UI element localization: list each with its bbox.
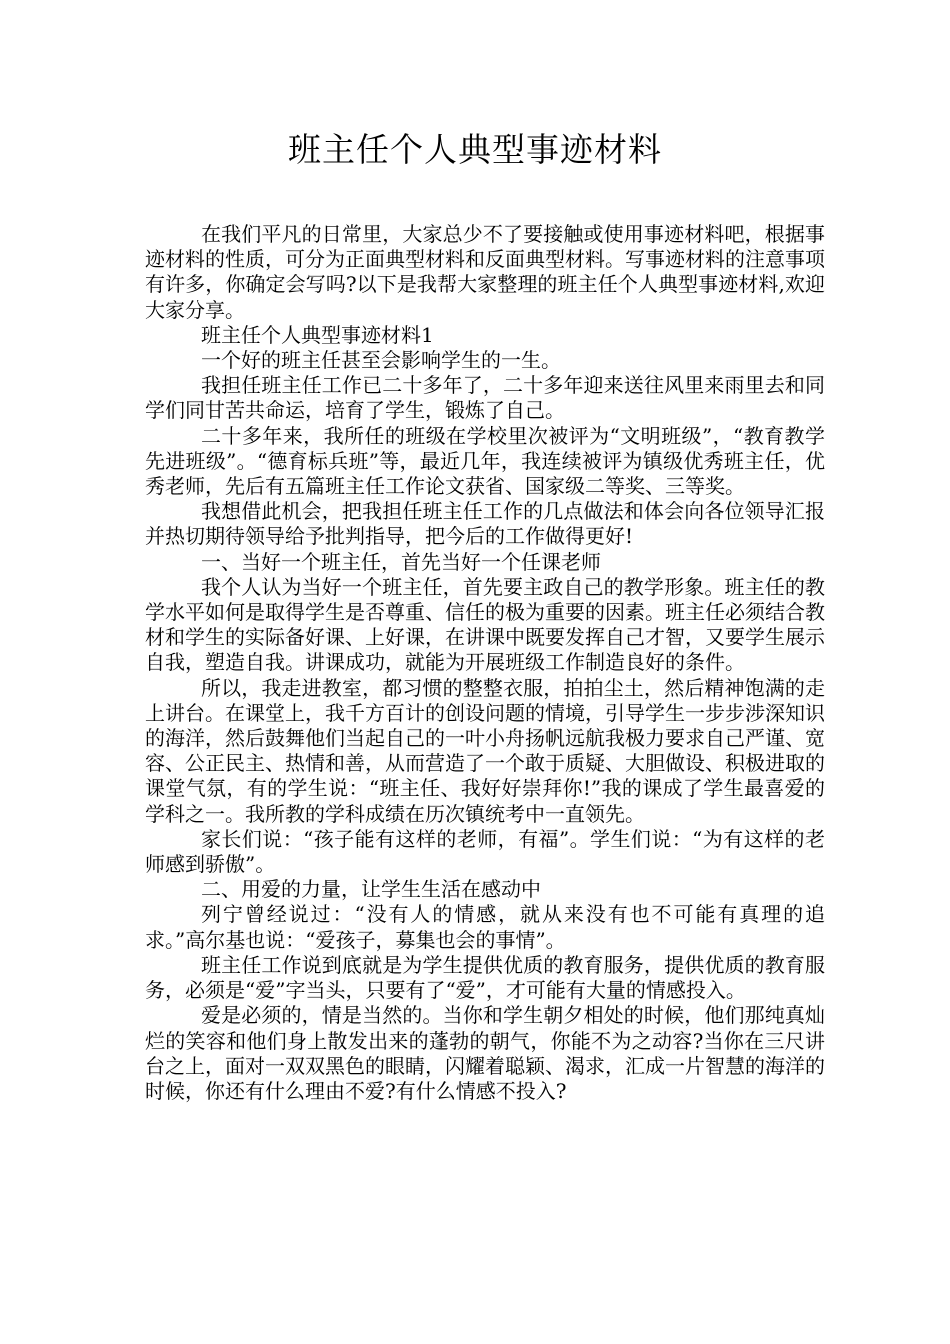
paragraph: 二十多年来，我所任的班级在学校里次被评为“文明班级”，“教育教学先进班级”。“德育标兵班”等，最近几年，我连续被评为镇级优秀班主任，优秀老师，先后有五篇班主任工作论文获省、国家级二等奖、三等奖。 bbox=[145, 423, 825, 499]
paragraph: 班主任个人典型事迹材料1 bbox=[201, 322, 434, 347]
paragraph: 爱是必须的，情是当然的。当你和学生朝夕相处的时候，他们那纯真灿烂的笑容和他们身上散发出来的蓬勃的朝气，你能不为之动容?当你在三尺讲台之上，面对一双双黑色的眼睛，闪耀着聪颖、渴求，汇成一片智慧的海洋的时候，你还有什么理由不爱?有什么情感不投入? bbox=[145, 1003, 825, 1103]
paragraph: 家长们说：“孩子能有这样的老师，有福”。学生们说：“为有这样的老师感到骄傲”。 bbox=[145, 826, 825, 877]
document-title: 班主任个人典型事迹材料 bbox=[288, 130, 662, 169]
document-body bbox=[145, 222, 825, 1104]
paragraph: 我个人认为当好一个班主任，首先要主政自己的教学形象。班主任的教学水平如何是取得学生是否尊重、信任的极为重要的因素。班主任必须结合教材和学生的实际备好课、上好课，在讲课中既要发挥自己才智，又要学生展示自我，塑造自我。讲课成功，就能为开展班级工作制造良好的条件。 bbox=[145, 574, 825, 675]
paragraph: 班主任工作说到底就是为学生提供优质的教育服务，提供优质的教育服务，必须是“爱”字当头，只要有了“爱”，才可能有大量的情感投入。 bbox=[145, 952, 825, 1003]
paragraph: 在我们平凡的日常里，大家总少不了要接触或使用事迹材料吧，根据事迹材料的性质，可分为正面典型材料和反面典型材料。写事迹材料的注意事项有许多，你确定会写吗?以下是我帮大家整理的班主任个人典型事迹材料,欢迎大家分享。 bbox=[145, 222, 825, 322]
paragraph: 我担任班主任工作已二十多年了，二十多年迎来送往风里来雨里去和同学们同甘苦共命运，培育了学生，锻炼了自己。 bbox=[145, 373, 825, 423]
paragraph: 所以，我走进教室，都习惯的整整衣服，拍拍尘土，然后精神饱满的走上讲台。在课堂上，我千方百计的创设问题的情境，引导学生一步步涉深知识的海洋，然后鼓舞他们当起自己的一叶小舟扬帆远航我极力要求自己严谨、宽容、公正民主、热情和善，从而营造了一个敢于质疑、大胆做设、积极进取的课堂气氛，有的学生说：“班主任、我好好崇拜你!”我的课成了学生最喜爱的学科之一。我所教的学科成绩在历次镇统考中一直领先。 bbox=[145, 675, 825, 826]
paragraph: 我想借此机会，把我担任班主任工作的几点做法和体会向各位领导汇报并热切期待领导给予批判指导，把今后的工作做得更好! bbox=[145, 499, 825, 549]
paragraph: 列宁曾经说过：“没有人的情感，就从来没有也不可能有真理的追求。”高尔基也说：“爱孩子，募集也会的事情”。 bbox=[145, 902, 825, 952]
section-heading: 一、当好一个班主任，首先当好一个任课老师 bbox=[201, 549, 601, 574]
section-heading: 二、用爱的力量，让学生生活在感动中 bbox=[201, 877, 541, 902]
paragraph: 一个好的班主任甚至会影响学生的一生。 bbox=[201, 348, 561, 373]
